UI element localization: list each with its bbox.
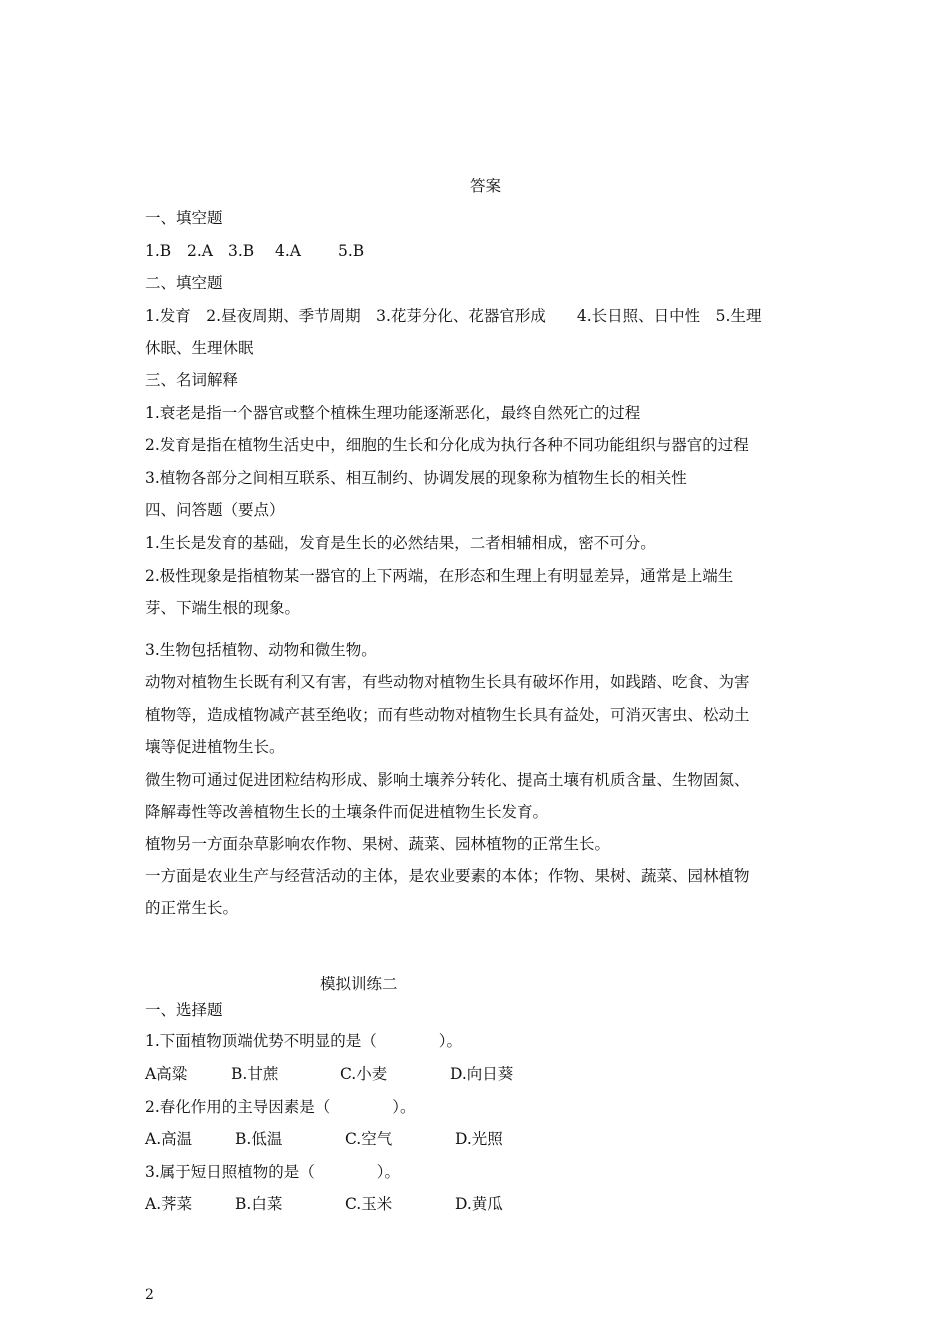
question-stem: 2.春化作用的主导因素是（ ）。 (145, 1098, 416, 1116)
option: C.玉米 (345, 1195, 393, 1213)
question-stem: 1.下面植物顶端优势不明显的是（ ）。 (145, 1032, 463, 1050)
answer-line: 降解毒性等改善植物生长的土壤条件而促进植物生长发育。 (145, 803, 549, 821)
definition-item: 3.植物各部分之间相互联系、相互制约、协调发展的现象称为植物生长的相关性 (145, 469, 687, 487)
option: B.甘蔗 (231, 1065, 279, 1083)
answer-line: 的正常生长。 (145, 899, 239, 917)
answer-line: 一方面是农业生产与经营活动的主体，是农业要素的本体；作物、果树、蔬菜、园林植物 (145, 867, 750, 885)
section-3-heading: 三、名词解释 (145, 371, 239, 389)
option: B.白菜 (235, 1195, 283, 1213)
option: A.高温 (145, 1130, 193, 1148)
answer-item: 5.B (338, 242, 365, 260)
answer-item: 2.A (187, 242, 213, 260)
section-2-line: 1.发育 2.昼夜周期、季节周期 3.花芽分化、花器官形成 4.长日照、日中性 5.生理 (145, 307, 762, 325)
answer-line: 植物等，造成植物减产甚至绝收；而有些动物对植物生长具有益处，可消灭害虫、松动土 (145, 706, 750, 724)
answer-item: 3.B (228, 242, 255, 260)
answer-line: 2.极性现象是指植物某一器官的上下两端，在形态和生理上有明显差异，通常是上端生 (145, 567, 734, 585)
section-2-line: 休眠、生理休眠 (145, 339, 254, 357)
answer-line: 1.生长是发育的基础，发育是生长的必然结果，二者相辅相成，密不可分。 (145, 534, 656, 552)
training-title: 模拟训练二 (320, 975, 398, 993)
section-1-heading: 一、填空题 (145, 209, 223, 227)
training-heading: 一、选择题 (145, 1001, 223, 1019)
section-2-heading: 二、填空题 (145, 274, 223, 292)
answer-line: 3.生物包括植物、动物和微生物。 (145, 641, 377, 659)
option: A高粱 (145, 1065, 188, 1083)
answer-line: 动物对植物生长既有利又有害，有些动物对植物生长具有破坏作用，如践踏、吃食、为害 (145, 673, 750, 691)
answer-item: 1.B (145, 242, 172, 260)
page-number: 2 (145, 1287, 154, 1303)
answers-title: 答案 (470, 177, 502, 195)
section-4-heading: 四、问答题（要点） (145, 501, 285, 519)
answer-line: 壤等促进植物生长。 (145, 738, 285, 756)
answer-line: 植物另一方面杂草影响农作物、果树、蔬菜、园林植物的正常生长。 (145, 835, 611, 853)
definition-item: 2.发育是指在植物生活史中，细胞的生长和分化成为执行各种不同功能组织与器官的过程 (145, 436, 749, 454)
definition-item: 1.衰老是指一个器官或整个植株生理功能逐渐恶化，最终自然死亡的过程 (145, 404, 641, 422)
option: D.光照 (455, 1130, 503, 1148)
answer-line: 芽、下端生根的现象。 (145, 599, 301, 617)
option: C.空气 (345, 1130, 393, 1148)
option: D.黄瓜 (455, 1195, 503, 1213)
question-stem: 3.属于短日照植物的是（ ）。 (145, 1163, 401, 1181)
answer-line: 微生物可通过促进团粒结构形成、影响土壤养分转化、提高土壤有机质含量、生物固氮、 (145, 771, 750, 789)
option: D.向日葵 (450, 1065, 514, 1083)
answer-item: 4.A (275, 242, 301, 260)
option: A.荠菜 (145, 1195, 193, 1213)
option: B.低温 (235, 1130, 283, 1148)
option: C.小麦 (340, 1065, 388, 1083)
